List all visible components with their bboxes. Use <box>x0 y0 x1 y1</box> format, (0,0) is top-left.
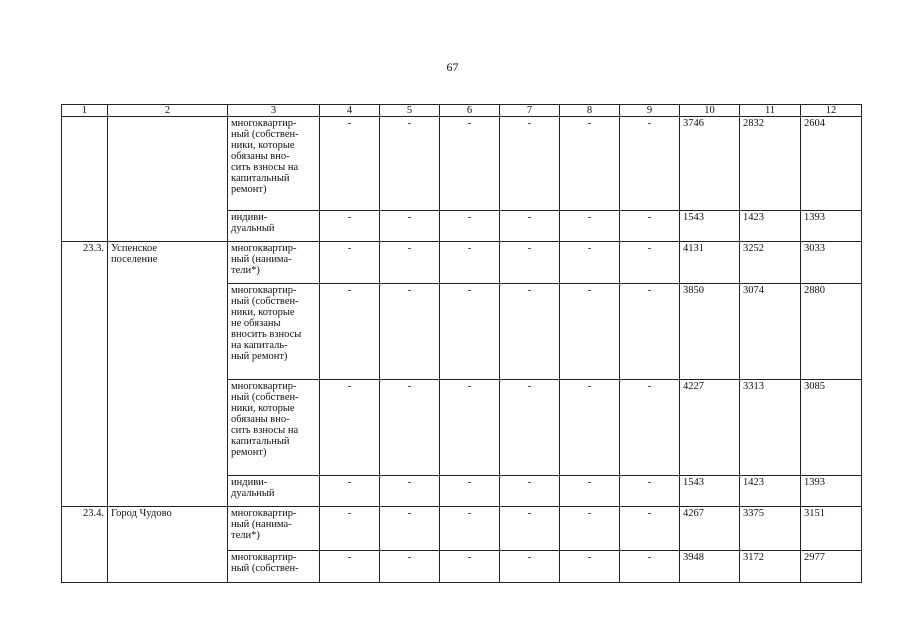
col-header: 7 <box>500 105 560 117</box>
dash-cell: - <box>560 242 620 284</box>
value-cell: 3033 <box>801 242 862 284</box>
table-row <box>62 242 862 284</box>
dash-cell: - <box>560 117 620 211</box>
row-number-cell: 23.4. <box>62 507 108 583</box>
value-cell: 1543 <box>680 211 740 242</box>
row-number-cell: 23.3. <box>62 242 108 507</box>
dash-cell: - <box>380 551 440 583</box>
dash-cell: - <box>620 211 680 242</box>
dash-cell: - <box>320 551 380 583</box>
dash-cell: - <box>620 551 680 583</box>
dash-cell: - <box>620 476 680 507</box>
dash-cell: - <box>380 284 440 380</box>
table-row <box>62 507 862 551</box>
dash-cell: - <box>380 507 440 551</box>
settlement-name-cell: Успенское поселение <box>108 242 228 507</box>
value-cell: 3252 <box>740 242 801 284</box>
value-cell: 2977 <box>801 551 862 583</box>
col-header: 1 <box>62 105 108 117</box>
dash-cell: - <box>320 380 380 476</box>
dash-cell: - <box>320 242 380 284</box>
housing-type-cell: индиви- дуальный <box>228 211 320 242</box>
value-cell: 3074 <box>740 284 801 380</box>
settlement-name-cell: Город Чудово <box>108 507 228 583</box>
value-cell: 3085 <box>801 380 862 476</box>
dash-cell: - <box>560 551 620 583</box>
dash-cell: - <box>380 380 440 476</box>
dash-cell: - <box>500 507 560 551</box>
dash-cell: - <box>440 476 500 507</box>
dash-cell: - <box>440 284 500 380</box>
dash-cell: - <box>440 117 500 211</box>
value-cell: 1393 <box>801 211 862 242</box>
col-header: 10 <box>680 105 740 117</box>
dash-cell: - <box>380 242 440 284</box>
page-number: 67 <box>446 60 459 74</box>
col-header: 11 <box>740 105 801 117</box>
housing-type-cell: многоквартир- ный (нанима- тели*) <box>228 242 320 284</box>
value-cell: 3151 <box>801 507 862 551</box>
housing-type-cell: индиви- дуальный <box>228 476 320 507</box>
dash-cell: - <box>500 242 560 284</box>
col-header: 12 <box>801 105 862 117</box>
col-header: 4 <box>320 105 380 117</box>
value-cell: 1393 <box>801 476 862 507</box>
dash-cell: - <box>620 242 680 284</box>
dash-cell: - <box>320 507 380 551</box>
dash-cell: - <box>500 211 560 242</box>
value-cell: 3172 <box>740 551 801 583</box>
settlement-name-cell <box>108 117 228 242</box>
col-header: 3 <box>228 105 320 117</box>
value-cell: 4131 <box>680 242 740 284</box>
housing-type-cell: многоквартир- ный (собствен- ники, которые не обязаны вносить взносы на капиталь- ный ремонт) <box>228 284 320 380</box>
tariff-table <box>61 104 862 583</box>
col-header: 2 <box>108 105 228 117</box>
dash-cell: - <box>440 380 500 476</box>
value-cell: 3746 <box>680 117 740 211</box>
value-cell: 3948 <box>680 551 740 583</box>
dash-cell: - <box>500 476 560 507</box>
dash-cell: - <box>620 117 680 211</box>
dash-cell: - <box>380 476 440 507</box>
dash-cell: - <box>560 380 620 476</box>
housing-type-cell: многоквартир- ный (собствен- ники, которые обязаны вно- сить взносы на капитальный ремонт) <box>228 117 320 211</box>
value-cell: 2880 <box>801 284 862 380</box>
value-cell: 1543 <box>680 476 740 507</box>
row-number-cell <box>62 117 108 242</box>
value-cell: 3850 <box>680 284 740 380</box>
dash-cell: - <box>500 380 560 476</box>
dash-cell: - <box>560 476 620 507</box>
dash-cell: - <box>380 211 440 242</box>
value-cell: 1423 <box>740 211 801 242</box>
dash-cell: - <box>620 380 680 476</box>
dash-cell: - <box>500 284 560 380</box>
value-cell: 3375 <box>740 507 801 551</box>
col-header: 6 <box>440 105 500 117</box>
dash-cell: - <box>440 242 500 284</box>
dash-cell: - <box>320 117 380 211</box>
col-header: 9 <box>620 105 680 117</box>
dash-cell: - <box>560 284 620 380</box>
dash-cell: - <box>560 507 620 551</box>
dash-cell: - <box>620 284 680 380</box>
value-cell: 1423 <box>740 476 801 507</box>
value-cell: 3313 <box>740 380 801 476</box>
dash-cell: - <box>500 551 560 583</box>
dash-cell: - <box>320 211 380 242</box>
value-cell: 4227 <box>680 380 740 476</box>
col-header: 8 <box>560 105 620 117</box>
housing-type-cell: многоквартир- ный (собствен- ники, которые обязаны вно- сить взносы на капитальный ремонт) <box>228 380 320 476</box>
dash-cell: - <box>380 117 440 211</box>
dash-cell: - <box>440 211 500 242</box>
col-header: 5 <box>380 105 440 117</box>
value-cell: 2604 <box>801 117 862 211</box>
dash-cell: - <box>620 507 680 551</box>
housing-type-cell: многоквартир- ный (нанима- тели*) <box>228 507 320 551</box>
value-cell: 2832 <box>740 117 801 211</box>
value-cell: 4267 <box>680 507 740 551</box>
table-row <box>62 117 862 211</box>
dash-cell: - <box>500 117 560 211</box>
dash-cell: - <box>440 551 500 583</box>
dash-cell: - <box>320 476 380 507</box>
dash-cell: - <box>440 507 500 551</box>
housing-type-cell: многоквартир- ный (собствен- <box>228 551 320 583</box>
dash-cell: - <box>320 284 380 380</box>
header-row <box>62 105 862 117</box>
dash-cell: - <box>560 211 620 242</box>
